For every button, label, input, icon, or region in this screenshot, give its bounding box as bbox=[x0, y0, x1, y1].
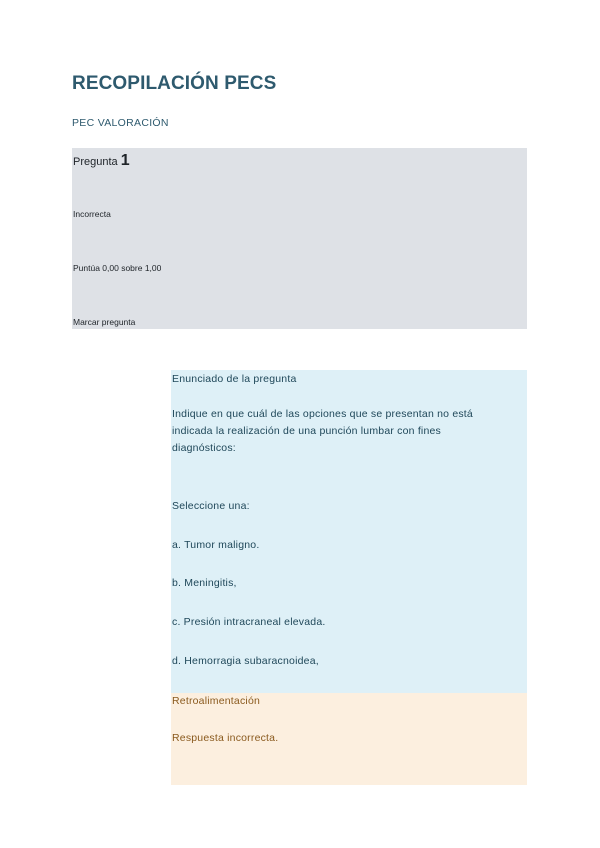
feedback-heading: Retroalimentación bbox=[172, 695, 261, 707]
document-title: RECOPILACIÓN PECS bbox=[72, 73, 277, 94]
question-status: Incorrecta bbox=[73, 209, 111, 219]
answer-option-d[interactable]: d. Hemorragia subaracnoidea, bbox=[172, 655, 319, 667]
answer-option-c[interactable]: c. Presión intracraneal elevada. bbox=[172, 616, 326, 628]
question-heading: Enunciado de la pregunta bbox=[172, 373, 297, 385]
answer-option-b[interactable]: b. Meningitis, bbox=[172, 577, 237, 589]
answer-option-a[interactable]: a. Tumor maligno. bbox=[172, 539, 260, 551]
question-number: 1 bbox=[120, 152, 130, 169]
question-label bbox=[73, 152, 130, 170]
feedback-panel bbox=[171, 693, 527, 785]
question-text: Indique en que cuál de las opciones que se presentan no está indicada la realización de una punción lumbar con fines diagnósticos: bbox=[172, 408, 473, 454]
question-content-panel bbox=[171, 370, 527, 693]
flag-question-link[interactable]: Marcar pregunta bbox=[73, 317, 136, 327]
question-label-text: Pregunta bbox=[73, 156, 118, 168]
document-subtitle: PEC VALORACIÓN bbox=[72, 117, 169, 129]
answer-prompt: Seleccione una: bbox=[172, 500, 250, 512]
feedback-text: Respuesta incorrecta. bbox=[172, 732, 279, 744]
question-score: Puntúa 0,00 sobre 1,00 bbox=[73, 263, 162, 273]
question-info-panel bbox=[72, 148, 527, 329]
